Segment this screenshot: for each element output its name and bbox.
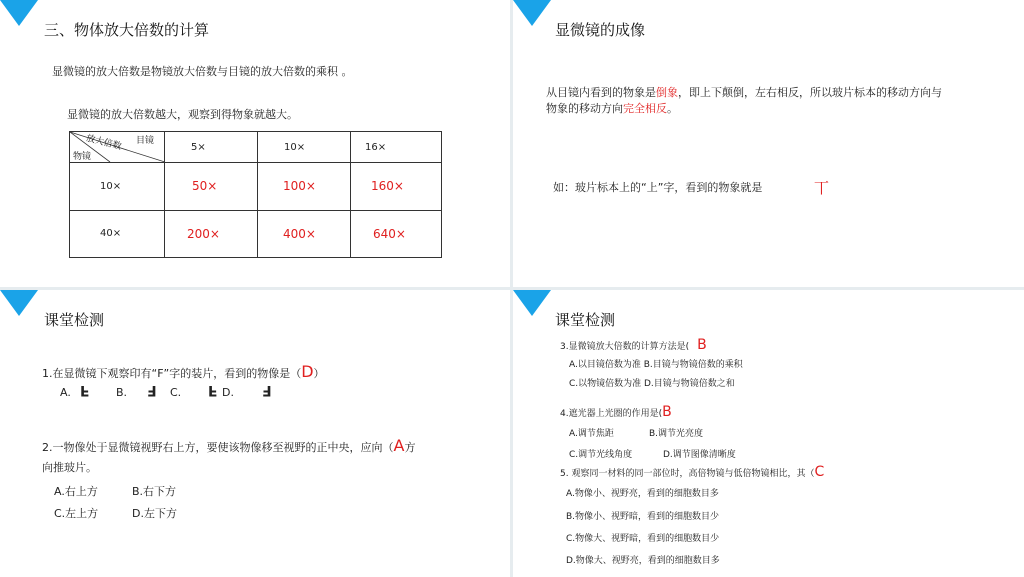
slide-title: 课堂检测	[555, 311, 616, 329]
table-cell: 100×	[258, 163, 351, 210]
col-header: 5×	[165, 132, 258, 163]
answer-mark: B	[662, 404, 672, 420]
question-text: 1.在显微镜下观察印有“F”字的装片，看到的物像是（	[42, 367, 302, 380]
corner-magnification-label: 放大倍数	[84, 133, 123, 153]
answer-mark: A	[393, 436, 405, 455]
q5-option-b: B.物像小、视野暗，看到的细胞数目少	[566, 512, 720, 522]
q2-option-a: A.右上方	[54, 485, 98, 498]
slide-quiz-1	[0, 290, 510, 577]
imaging-paragraph-line2	[546, 100, 678, 116]
q2-option-c: C.左上方	[54, 507, 99, 520]
option-c-symbol: F	[208, 382, 218, 398]
option-c-label: C.	[170, 386, 182, 399]
slide-title: 三、物体放大倍数的计算	[44, 21, 210, 39]
option-d-symbol: F	[262, 382, 272, 398]
text-span: 。	[667, 102, 678, 115]
slide-title: 显微镜的成像	[555, 21, 646, 39]
q2-option-d: D.左下方	[132, 507, 177, 520]
table-cell: 200×	[165, 210, 258, 257]
q5-option-a: A.物像小、视野亮，看到的细胞数目多	[566, 489, 719, 499]
q3-options-2: C.以物镜倍数为准 D.目镜与物镜倍数之和	[569, 379, 735, 389]
slide-magnification	[0, 0, 510, 287]
q5-option-c: C.物像大、视野暗，看到的细胞数目少	[566, 534, 720, 544]
table-cell: 640×	[351, 210, 442, 257]
question-3	[560, 337, 707, 353]
highlight-opposite: 完全相反	[623, 102, 667, 115]
question-4	[560, 404, 672, 420]
question-text: 2.一物像处于显微镜视野右上方，要使该物像移至视野的正中央，应向（	[42, 441, 394, 454]
magnification-table	[69, 131, 442, 258]
option-d-label: D.	[222, 386, 234, 399]
row-label: 10×	[70, 163, 165, 210]
table-cell: 160×	[351, 163, 442, 210]
table-corner-cell	[70, 132, 165, 163]
example-text: 如：玻片标本上的“上”字，看到的物象就是	[553, 181, 763, 194]
answer-mark: B	[697, 337, 707, 353]
definition-text: 显微镜的放大倍数是物镜放大倍数与目镜的放大倍数的乘积 。	[52, 65, 353, 78]
note-text: 显微镜的放大倍数越大，观察到得物象就越大。	[67, 108, 298, 121]
row-label: 40×	[70, 210, 165, 257]
q4-option-a: A.调节焦距	[569, 429, 614, 439]
q4-option-d: D.调节图像清晰度	[663, 450, 736, 460]
question-1	[42, 362, 325, 381]
table-cell: 50×	[165, 163, 258, 210]
col-header: 10×	[258, 132, 351, 163]
option-a-label: A.	[60, 386, 71, 399]
slide-quiz-2	[513, 290, 1024, 577]
question-text: 4.遮光器上光圈的作用是(	[560, 409, 663, 419]
slide-title: 课堂检测	[44, 311, 105, 329]
q4-option-c: C.调节光线角度	[569, 450, 633, 460]
text-span: 物象的移动方向	[546, 102, 623, 115]
question-close: ）	[313, 367, 325, 380]
col-header: 16×	[351, 132, 442, 163]
text-span: ，即上下颠倒，左右相反，所以玻片标本的移动方向与	[678, 86, 942, 99]
q2-option-b: B.右下方	[132, 485, 177, 498]
option-b-symbol: F	[147, 382, 157, 398]
answer-mark: D	[301, 362, 314, 381]
highlight-inverted: 倒象	[656, 86, 678, 99]
corner-triangle-icon	[513, 0, 551, 26]
answer-mark: C	[814, 464, 825, 480]
corner-objective-label: 物镜	[73, 152, 92, 162]
imaging-paragraph-line1	[546, 84, 942, 100]
text-span: 从目镜内看到的物象是	[546, 86, 656, 99]
example-answer: 丅	[814, 179, 830, 197]
q5-option-d: D.物像大、视野亮，看到的细胞数目多	[566, 556, 720, 566]
question-5	[560, 464, 824, 480]
question-2-cont: 向推玻片。	[42, 461, 97, 474]
table-cell: 400×	[258, 210, 351, 257]
question-2	[42, 436, 415, 455]
corner-triangle-icon	[513, 290, 551, 316]
option-b-label: B.	[116, 386, 128, 399]
corner-eyepiece-label: 目镜	[136, 136, 155, 146]
corner-triangle-icon	[0, 0, 38, 26]
q4-option-b: B.调节光亮度	[649, 429, 704, 439]
q3-options-1: A.以目镜倍数为准 B.目镜与物镜倍数的乘积	[569, 360, 743, 370]
corner-triangle-icon	[0, 290, 38, 316]
question-text: 5. 观察同一材料的同一部位时，高倍物镜与低倍物镜相比，其（	[560, 469, 815, 479]
question-text: 方	[404, 441, 416, 454]
question-text: 3.显微镜放大倍数的计算方法是(	[560, 342, 690, 352]
slide-imaging	[513, 0, 1024, 287]
option-a-symbol: F	[80, 382, 90, 398]
